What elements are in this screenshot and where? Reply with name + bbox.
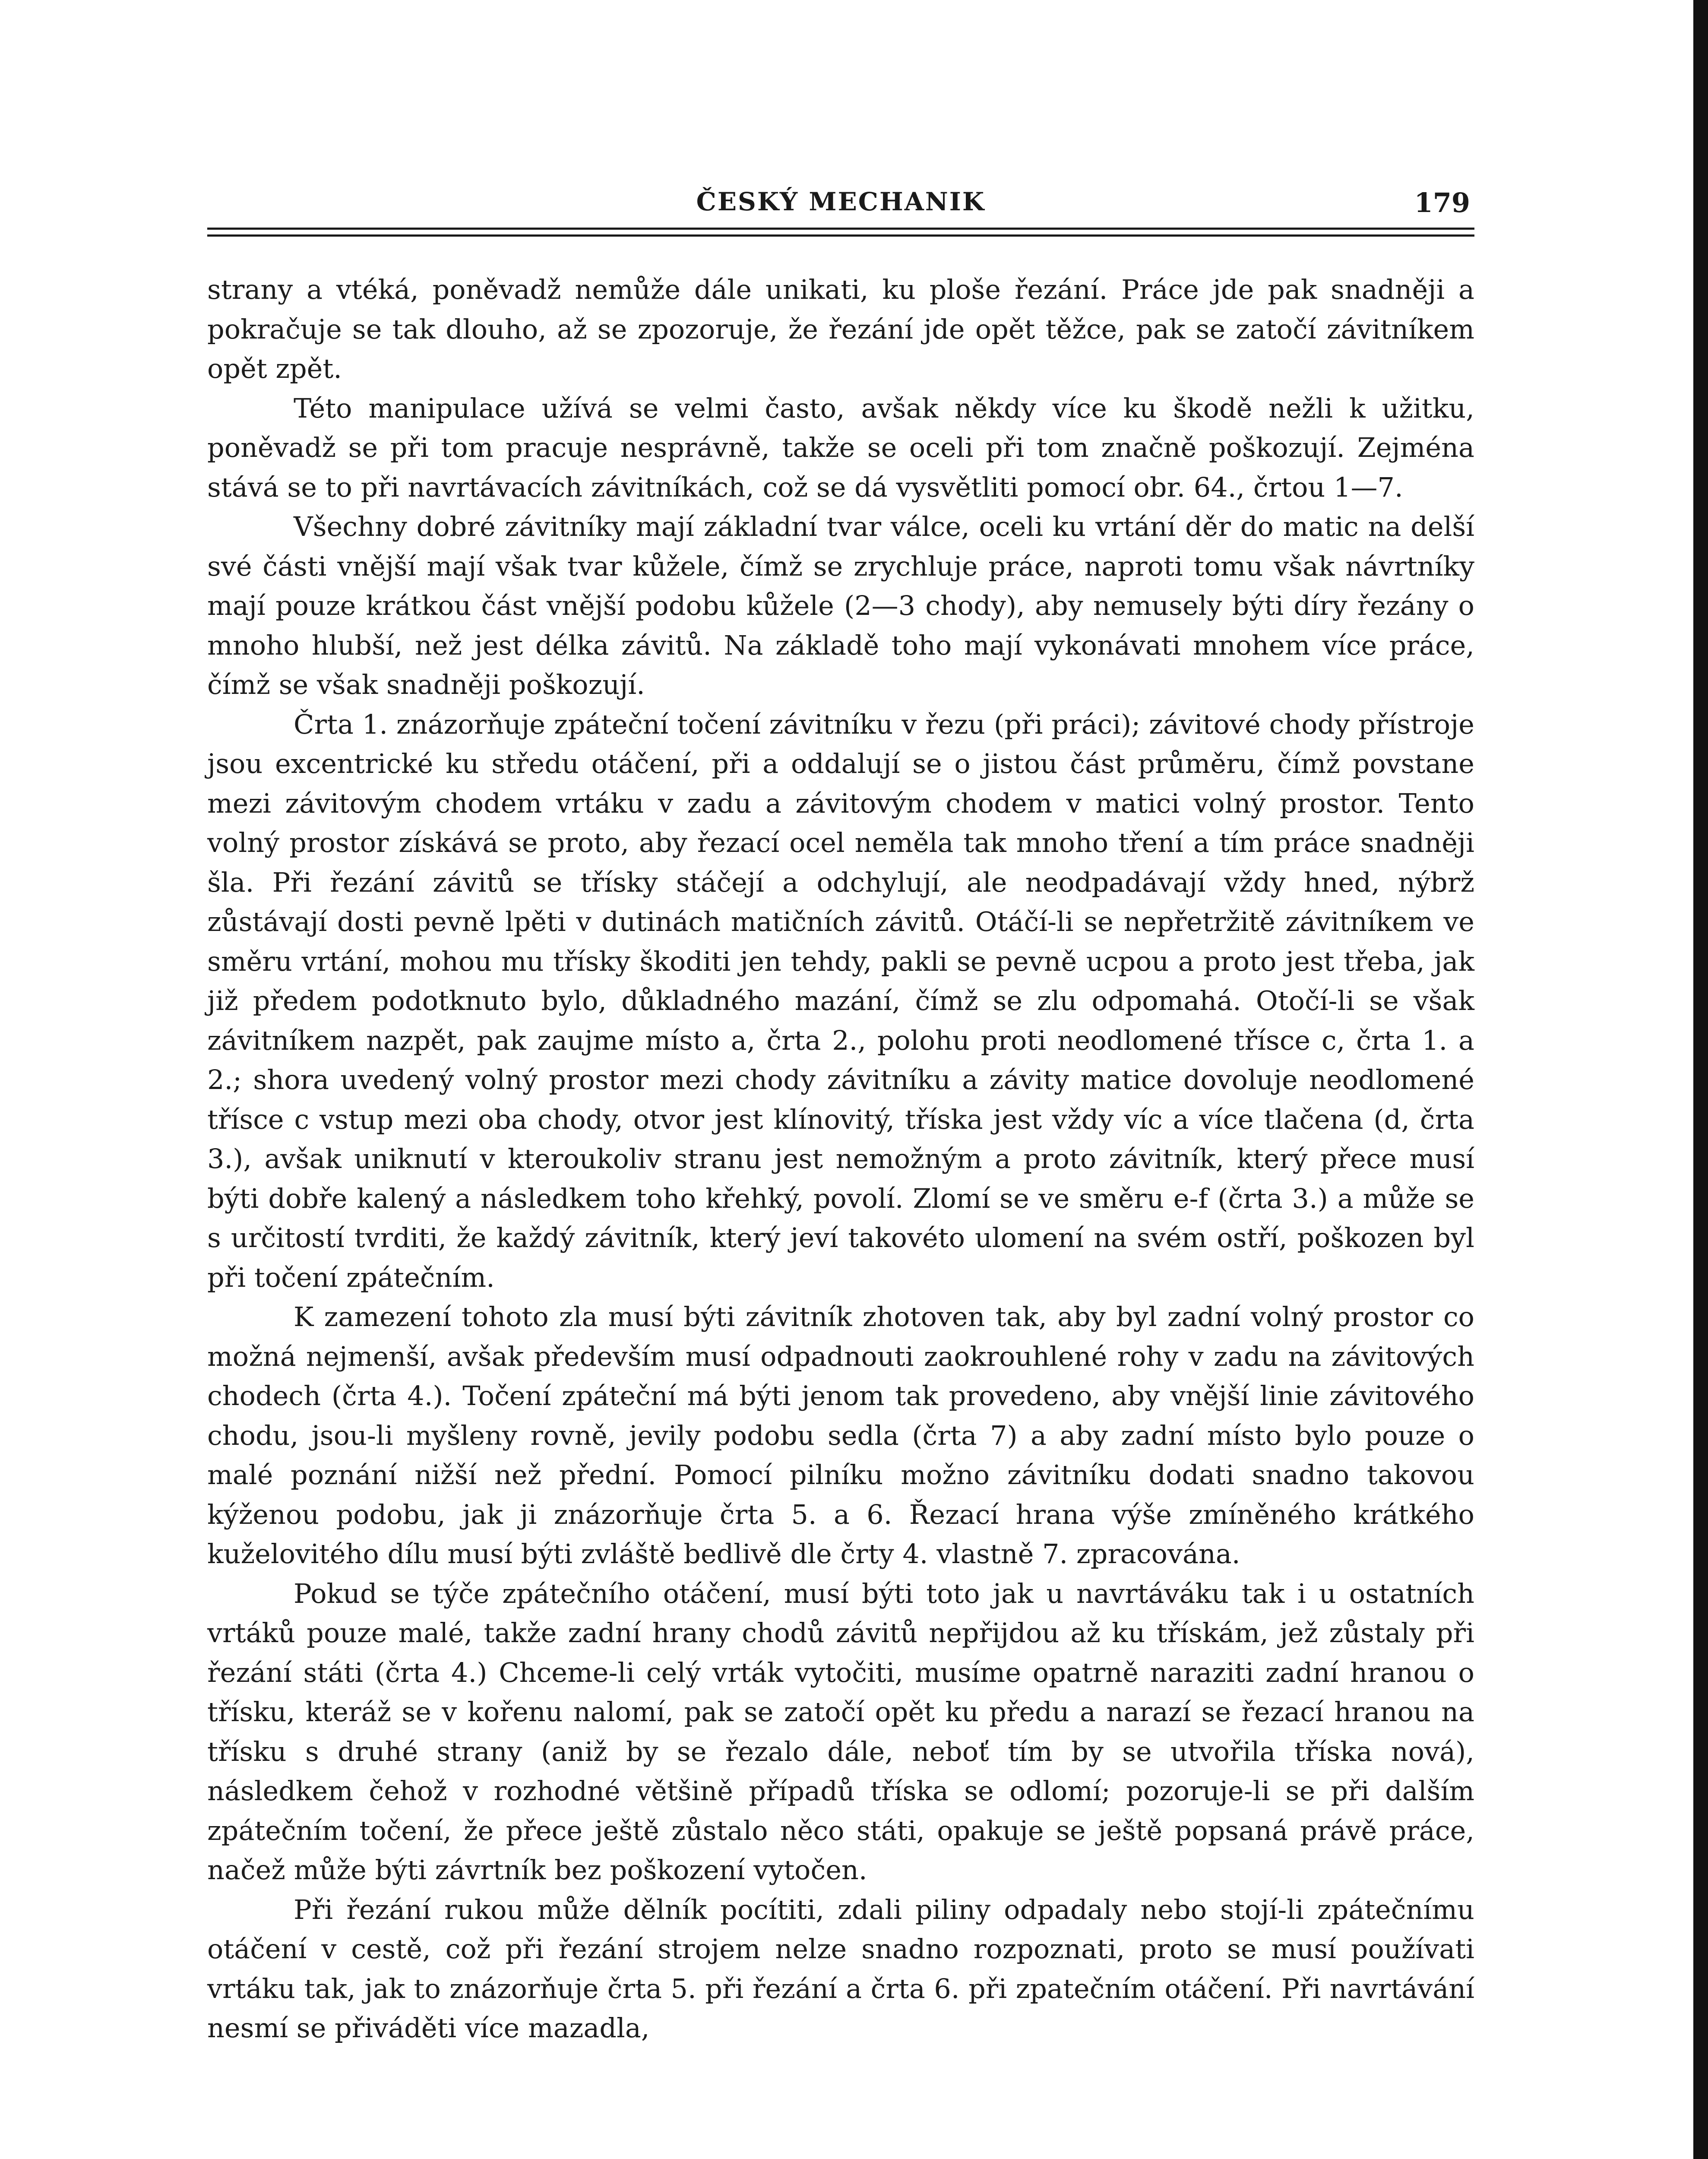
page-number: 179: [1414, 187, 1470, 218]
paragraph: Črta 1. znázorňuje zpáteční točení závitníku v řezu (při práci); závitové chody přístroje jsou excentrické ku středu otáčení, při a oddalují se o jistou část průměru, čímž povstane mezi závitovým chodem vrtáku v zadu a závitovým chodem v matici volný prostor. Tento volný prostor získává se proto, aby řezací ocel neměla tak mnoho tření a tím práce snadněji šla. Při řezání závitů se třísky stáčejí a odchylují, ale neodpadávají vždy hned, nýbrž zůstávají dosti pevně lpěti v dutinách matičních závitů. Otáčí-li se nepřetržitě závitníkem ve směru vrtání, mohou mu třísky škoditi jen tehdy, pakli se pevně ucpou a proto jest třeba, jak již předem podotknuto bylo, důkladného mazání, čímž se zlu odpomahá. Otočí-li se však závitníkem nazpět, pak zaujme místo a, črta 2., polohu proti neodlomené třísce c, črta 1. a 2.; shora uvedený volný prostor mezi chody závitníku a závity matice dovoluje neodlomené třísce c vstup mezi oba chody, otvor jest klínovitý, tříska jest vždy víc a více tlačena (d, črta 3.), avšak uniknutí v kteroukoliv stranu jest nemožným a proto závitník, který přece musí býti dobře kalený a následkem toho křehký, povolí. Zlomí se ve směru e-f (črta 3.) a může se s určitostí tvrditi, že každý závitník, který jeví takovéto ulomení na svém ostří, poškozen byl při točení zpátečním.: [207, 708, 1474, 1293]
paragraph: K zamezení tohoto zla musí býti závitník zhotoven tak, aby byl zadní volný prostor co možná nejmenší, avšak především musí odpadnouti zaokrouhlené rohy v zadu na závitových chodech (črta 4.). Točení zpáteční má býti jenom tak provedeno, aby vnější linie závitového chodu, jsou-li myšleny rovně, jevily podobu sedla (črta 7) a aby zadní místo bylo pouze o malé poznání nižší než přední. Pomocí pilníku možno závitníku dodati snadno takovou kýženou podobu, jak ji znázorňuje črta 5. a 6. Řezací hrana výše zmíněného krátkého kuželovitého dílu musí býti zvláště bedlivě dle črty 4. vlastně 7. zpracována.: [207, 1301, 1474, 1570]
scan-edge-right: [1693, 0, 1708, 2159]
body-text: [207, 270, 1474, 2048]
header-rule-top: [207, 228, 1474, 230]
paragraph: Všechny dobré závitníky mají základní tvar válce, oceli ku vrtání děr do matic na delší své části vnější mají však tvar kůžele, čímž se zrychluje práce, naproti tomu však návrtníky mají pouze krátkou část vnější podobu kůžele (2—3 chody), aby nemusely býti díry řezány o mnoho hlubší, než jest délka závitů. Na základě toho mají vykonávati mnohem více práce, čímž se však snadněji poškozují.: [207, 511, 1474, 700]
paragraph-continuation: strany a vtéká, poněvadž nemůže dále unikati, ku ploše řezání. Práce jde pak snadněji a pokračuje se tak dlouho, až se zpozoruje, že řezání jde opět těžce, pak se zatočí závitníkem opět zpět.: [207, 274, 1474, 384]
header-rule-bottom: [207, 234, 1474, 237]
paragraph: Pokud se týče zpátečního otáčení, musí býti toto jak u navrtáváku tak i u ostatních vrtáků pouze malé, takže zadní hrany chodů závitů nepřijdou až ku třískám, jež zůstaly při řezání státi (črta 4.) Chceme-li celý vrták vytočiti, musíme opatrně naraziti zadní hranou o třísku, kteráž se v kořenu nalomí, pak se zatočí opět ku předu a narazí se řezací hranou na třísku s druhé strany (aniž by se řezalo dále, neboť tím by se utvořila tříska nová), následkem čehož v rozhodné většině případů tříska se odlomí; pozoruje-li se při dalším zpátečním točení, že přece ještě zůstalo něco státi, opakuje se ještě popsaná právě práce, načež může býti závrtník bez poškození vytočen.: [207, 1577, 1474, 1886]
paragraph: Při řezání rukou může dělník pocítiti, zdali piliny odpadaly nebo stojí-li zpátečnímu otáčení v cestě, což při řezání strojem nelze snadno rozpoznati, proto se musí používati vrtáku tak, jak to znázorňuje črta 5. při řezání a črta 6. při zpatečním otáčení. Při navrtávání nesmí se přiváděti více mazadla,: [207, 1893, 1474, 2044]
paragraph: Této manipulace užívá se velmi často, avšak někdy více ku škodě nežli k užitku, poněvadž se při tom pracuje nesprávně, takže se oceli při tom značně poškozují. Zejména stává se to při navrtávacích závitníkách, což se dá vysvětliti pomocí obr. 64., črtou 1—7.: [207, 392, 1474, 503]
page-header: [207, 179, 1474, 227]
running-head: ČESKÝ MECHANIK: [696, 187, 986, 216]
